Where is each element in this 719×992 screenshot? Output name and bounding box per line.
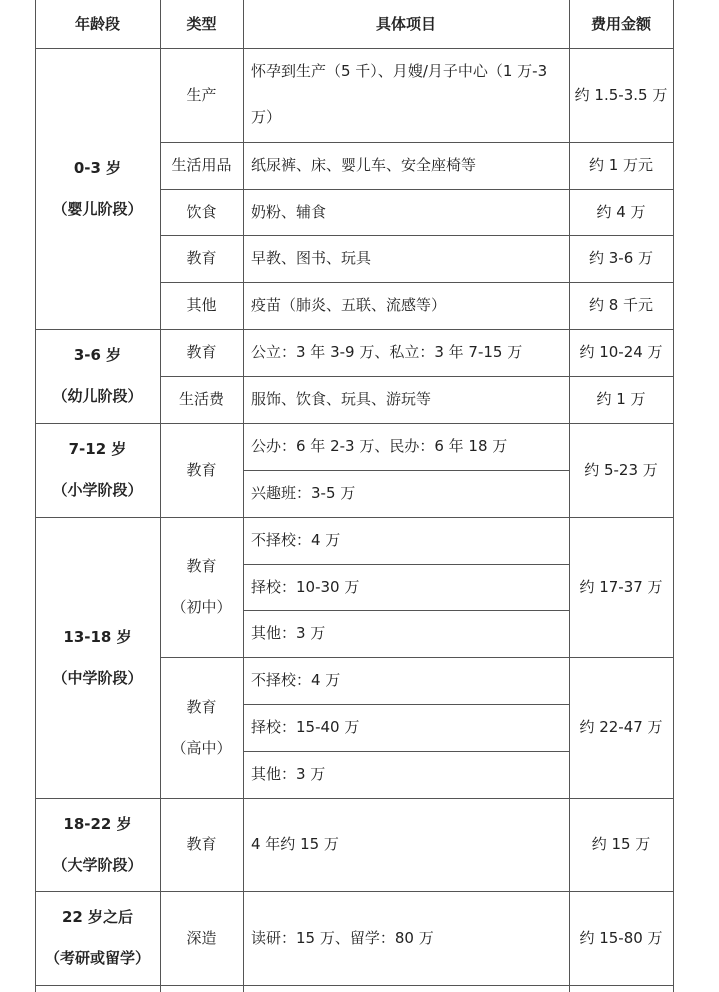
item-cell bbox=[243, 751, 569, 798]
type-text: 饮食 bbox=[186, 202, 217, 221]
header-cost-text: 费用金额 bbox=[590, 14, 651, 33]
cost-cell bbox=[569, 891, 673, 985]
cost-cell bbox=[569, 235, 673, 282]
type-cell bbox=[160, 282, 243, 329]
item-cell bbox=[243, 891, 569, 985]
header-item-text: 具体项目 bbox=[375, 14, 436, 33]
stage-age: 22 岁之后 bbox=[61, 908, 134, 926]
stage-primary bbox=[35, 423, 160, 517]
item-cell bbox=[243, 282, 569, 329]
type-text: 其他 bbox=[186, 296, 217, 314]
type-sub-text: （高中） bbox=[171, 738, 232, 757]
cost-cell bbox=[569, 142, 673, 189]
header-item bbox=[243, 0, 569, 48]
item-text: 读研：15 万、留学：80 万 bbox=[251, 928, 434, 947]
cost-text: 约 5-23 万 bbox=[584, 460, 658, 479]
type-cell bbox=[160, 798, 243, 891]
item-text: 不择校：4 万 bbox=[251, 671, 341, 689]
cost-cell bbox=[569, 48, 673, 142]
stage-college bbox=[35, 798, 160, 891]
type-cell bbox=[160, 48, 243, 142]
cost-text: 约 4 万 bbox=[596, 202, 646, 221]
cost-cell bbox=[569, 282, 673, 329]
item-cell bbox=[243, 423, 569, 470]
item-text: 择校：15-40 万 bbox=[251, 718, 360, 736]
item-cell bbox=[243, 142, 569, 189]
table-border bbox=[673, 0, 674, 992]
stage-age: 0-3 岁 bbox=[73, 158, 122, 177]
stage-middle bbox=[35, 517, 160, 798]
cost-text: 约 15 万 bbox=[591, 835, 651, 853]
item-cell bbox=[243, 48, 569, 142]
item-cell bbox=[243, 798, 569, 891]
item-text: 奶粉、辅食 bbox=[251, 202, 327, 221]
stage-after bbox=[35, 891, 160, 985]
stage-name: （小学阶段） bbox=[52, 481, 143, 499]
stage-kindergarten bbox=[35, 329, 160, 423]
item-cell bbox=[243, 564, 569, 610]
stage-name: （考研或留学） bbox=[44, 949, 150, 967]
cost-text: 约 8 千元 bbox=[588, 296, 654, 314]
item-text: 服饰、饮食、玩具、游玩等 bbox=[251, 390, 432, 408]
item-text: 疫苗（肺炎、五联、流感等） bbox=[251, 296, 447, 314]
item-text: 不择校：4 万 bbox=[251, 531, 341, 549]
stage-age: 7-12 岁 bbox=[68, 440, 127, 458]
item-cell bbox=[243, 517, 569, 564]
stage-name: （幼儿阶段） bbox=[52, 387, 143, 405]
type-cell bbox=[160, 423, 243, 517]
type-text: 生产 bbox=[186, 85, 217, 104]
header-type-text: 类型 bbox=[186, 14, 217, 33]
type-text: 教育 bbox=[186, 460, 217, 479]
item-text: 公办：6 年 2-3 万、民办：6 年 18 万 bbox=[251, 437, 508, 455]
item-cell bbox=[243, 235, 569, 282]
item-cell bbox=[243, 470, 569, 517]
type-sub-text: （初中） bbox=[171, 598, 232, 616]
cost-cell bbox=[569, 657, 673, 798]
cost-text: 约 1 万元 bbox=[588, 156, 654, 174]
cost-cell bbox=[569, 517, 673, 657]
cost-text: 约 3-6 万 bbox=[588, 249, 654, 267]
item-text: 早教、图书、玩具 bbox=[251, 249, 372, 267]
type-text: 生活用品 bbox=[171, 156, 232, 174]
item-cell bbox=[243, 657, 569, 704]
item-text: 兴趣班：3-5 万 bbox=[251, 484, 356, 502]
stage-age: 3-6 岁 bbox=[73, 346, 122, 364]
cost-text: 约 15-80 万 bbox=[579, 928, 663, 947]
cost-cell bbox=[569, 798, 673, 891]
type-cell bbox=[160, 517, 243, 657]
cost-cell bbox=[569, 329, 673, 376]
type-cell bbox=[160, 142, 243, 189]
type-text: 生活费 bbox=[178, 390, 224, 408]
type-text: 教育 bbox=[186, 835, 217, 853]
stage-age: 13-18 岁 bbox=[63, 627, 132, 646]
header-age-text: 年龄段 bbox=[74, 14, 120, 33]
header-age bbox=[35, 0, 160, 48]
stage-name: （中学阶段） bbox=[52, 668, 143, 687]
item-cell bbox=[243, 704, 569, 751]
header-cost bbox=[569, 0, 673, 48]
type-cell bbox=[160, 235, 243, 282]
type-cell bbox=[160, 891, 243, 985]
item-text: 其他：3 万 bbox=[251, 624, 326, 642]
item-cell bbox=[243, 189, 569, 235]
header-type bbox=[160, 0, 243, 48]
type-cell bbox=[160, 189, 243, 235]
item-text: 4 年约 15 万 bbox=[251, 835, 339, 853]
type-text: 深造 bbox=[186, 928, 217, 947]
item-cell bbox=[243, 329, 569, 376]
type-text: 教育 bbox=[186, 697, 217, 716]
item-text: 怀孕到生产（5 千）、月嫂/月子中心（1 万-3 万） bbox=[251, 62, 548, 126]
type-cell bbox=[160, 376, 243, 423]
stage-name: （大学阶段） bbox=[52, 855, 143, 874]
table-border bbox=[35, 985, 674, 986]
stage-infant bbox=[35, 48, 160, 329]
item-text: 公立：3 年 3-9 万、私立：3 年 7-15 万 bbox=[251, 343, 523, 361]
cost-cell bbox=[569, 376, 673, 423]
cost-text: 约 1 万 bbox=[596, 390, 646, 408]
stage-name: （婴儿阶段） bbox=[52, 199, 143, 218]
type-text: 教育 bbox=[186, 343, 217, 361]
cost-text: 约 10-24 万 bbox=[579, 343, 663, 361]
stage-age: 18-22 岁 bbox=[63, 814, 132, 833]
item-cell bbox=[243, 376, 569, 423]
cost-cell bbox=[569, 189, 673, 235]
item-text: 择校：10-30 万 bbox=[251, 577, 360, 596]
type-text: 教育 bbox=[186, 557, 217, 575]
cost-text: 约 22-47 万 bbox=[579, 718, 663, 736]
type-cell bbox=[160, 657, 243, 798]
item-text: 纸尿裤、床、婴儿车、安全座椅等 bbox=[251, 156, 477, 174]
item-cell bbox=[243, 610, 569, 657]
item-text: 其他：3 万 bbox=[251, 765, 326, 783]
type-cell bbox=[160, 329, 243, 376]
cost-text: 约 17-37 万 bbox=[579, 577, 663, 596]
cost-cell bbox=[569, 423, 673, 517]
type-text: 教育 bbox=[186, 249, 217, 267]
cost-text: 约 1.5-3.5 万 bbox=[574, 85, 668, 104]
